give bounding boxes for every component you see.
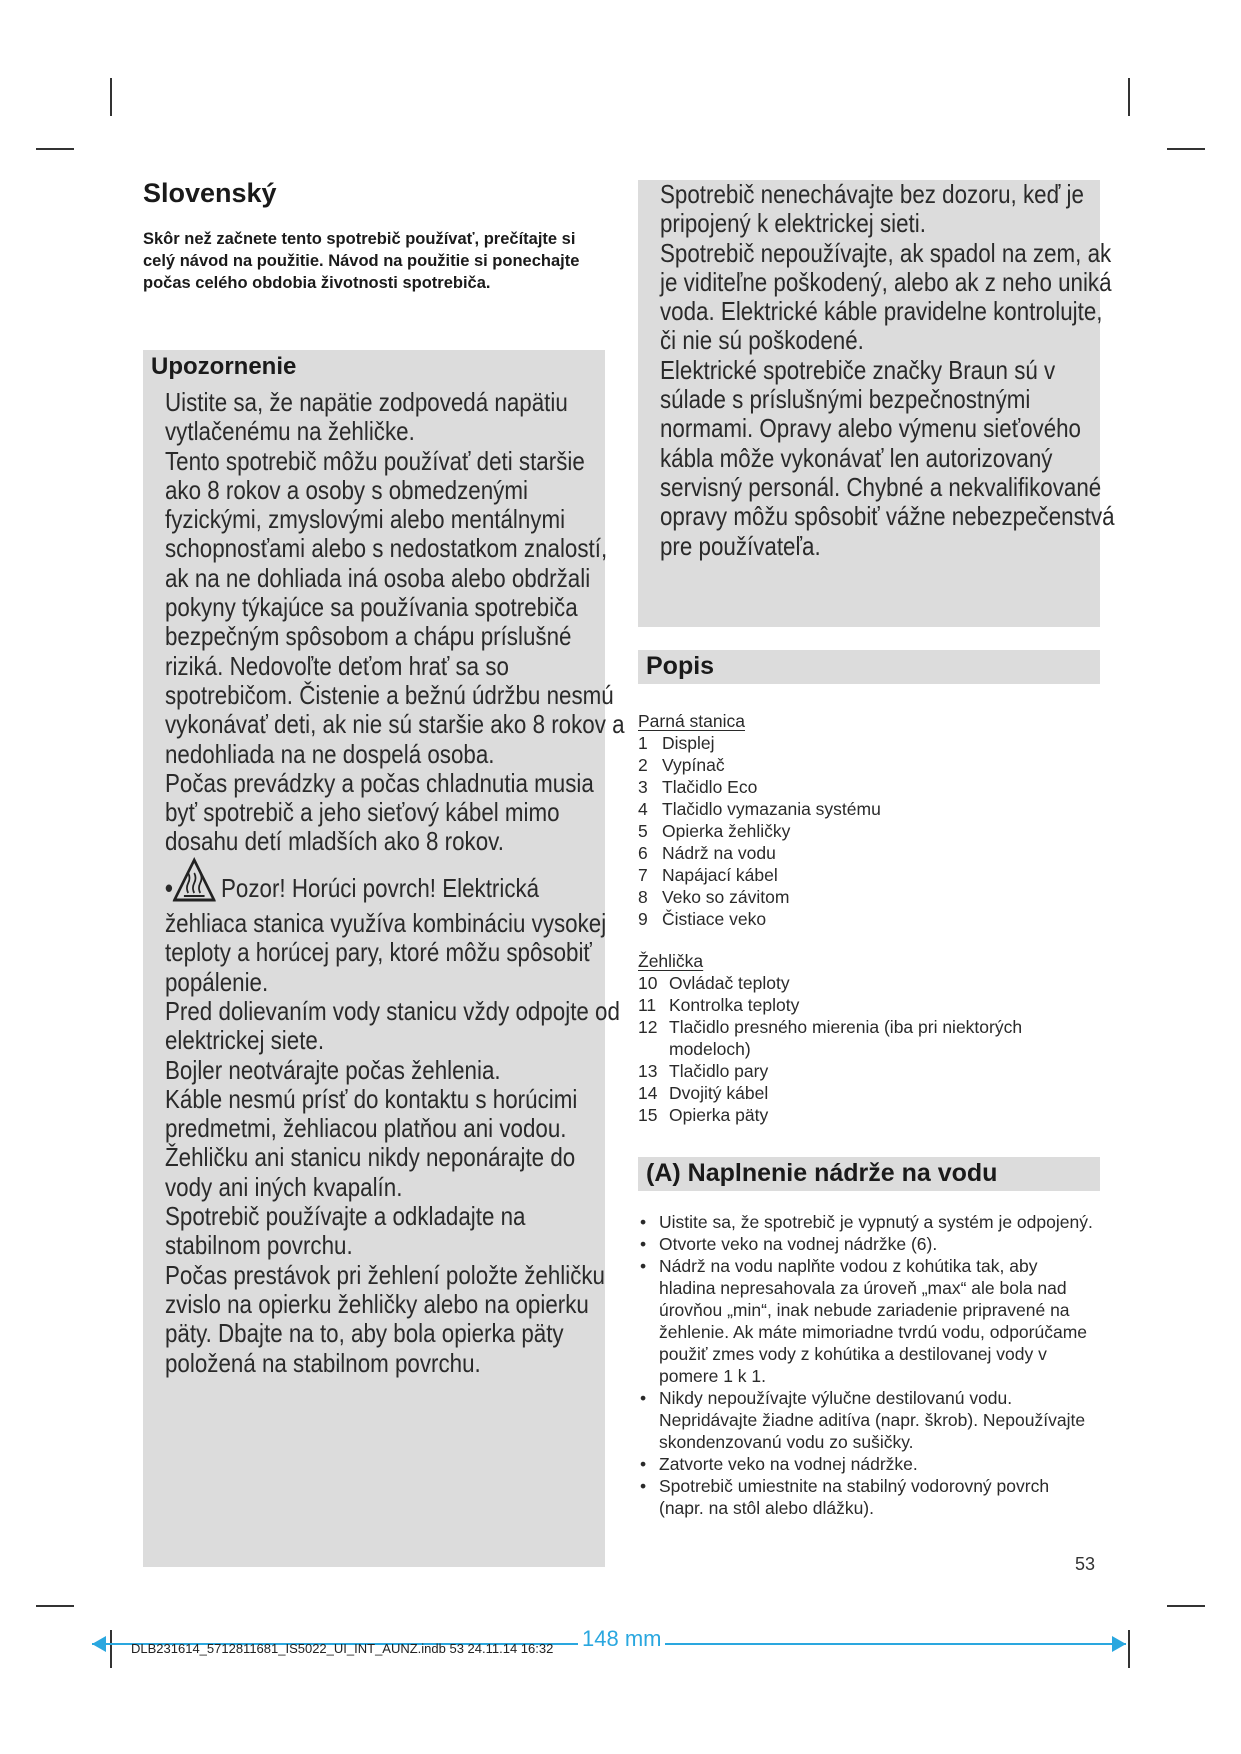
hot-surface-icon: [173, 857, 216, 909]
warning-panel: [143, 350, 625, 1567]
list-item: 8 Veko so závitom: [638, 887, 790, 907]
warning-item: Počas prestávok pri žehlení položte žehličku zvislo na opierku žehličky alebo na opierku päty. Dbajte na to, aby bola opierka päty položená na stabilnom povrchu.: [165, 1259, 605, 1378]
crop-mark: [110, 1630, 112, 1668]
warning-heading: Upozornenie: [151, 353, 297, 380]
iron-title: Žehlička: [638, 951, 704, 971]
warning-text: [165, 388, 626, 1378]
list-item: 2 Vypínač: [638, 755, 725, 775]
print-slug: DLB231614_5712811681_IS5022_UI_INT_AUNZ.indb 53 24.11.14 16:32: [131, 1641, 554, 1656]
safety-item: Spotrebič nenechávajte bez dozoru, keď je pripojený k elektrickej sieti.: [660, 179, 1084, 239]
station-parts: [638, 710, 881, 930]
description-heading-bar: [638, 650, 1100, 684]
crop-mark: [1128, 78, 1130, 116]
safety-panel: [638, 179, 1115, 627]
crop-mark: [1128, 1630, 1130, 1668]
bullet-icon: •: [165, 872, 173, 903]
ruler-label: 148 mm: [578, 1626, 665, 1652]
iron-parts: [638, 950, 1098, 1126]
list-item: 13 Tlačidlo pary: [638, 1061, 769, 1081]
safety-item: Elektrické spotrebiče značky Braun sú v súlade s príslušnými bezpečnostnými normami. Opravy alebo výmenu sieťového kábla môže vykonávať len autorizovaný servisný personál. Chybné a nekvalifikované opravy môžu spôsobiť vážne nebezpečenstvá pre používateľa.: [660, 354, 1115, 561]
warning-item: Uistite sa, že napätie zodpovedá napätiu vytlačenému na žehličke.: [165, 387, 568, 447]
crop-mark: [36, 1605, 74, 1607]
warning-item: Počas prevádzky a počas chladnutia musia byť spotrebič a jeho sieťový kábel mimo dosahu detí mladších ako 8 rokov.: [165, 767, 594, 857]
warning-item: Tento spotrebič môžu používať deti staršie ako 8 rokov a osoby s obmedzenými fyzickými, zmyslovými alebo mentálnymi schopnosťami alebo s nedostatkom znalostí, ak na ne dohliada iná osoba alebo obdržali pokyny týkajúce sa používania spotrebiča bezpečným spôsobom a chápu príslušné riziká. Nedovoľte deťom hrať sa so spotrebičom. Čistenie a bežnú údržbu nesmú vykonávať deti, ak nie sú staršie ako 8 rokov a nedohliada na ne dospelá osoba.: [165, 445, 625, 769]
list-item: 7 Napájací kábel: [638, 865, 778, 885]
filling-heading-bar: [638, 1157, 1100, 1191]
iron-parts-list: [638, 972, 1098, 1126]
list-item: 12 Tlačidlo presného mierenia (iba pri niektorých modeloch): [638, 1017, 1023, 1059]
list-item: 15 Opierka päty: [638, 1105, 769, 1125]
list-item: • Otvorte veko na vodnej nádržke (6).: [638, 1233, 1098, 1255]
safety-text: [660, 180, 1121, 561]
warning-item-hot-surface: [165, 857, 626, 997]
station-title: Parná stanica: [638, 711, 746, 731]
list-item: 3 Tlačidlo Eco: [638, 777, 758, 797]
warning-item: Bojler neotvárajte počas žehlenia.: [165, 1054, 501, 1085]
filling-list: [638, 1211, 1098, 1519]
page-title: Slovenský: [143, 178, 277, 208]
crop-mark: [1167, 1605, 1205, 1607]
list-item: • Uistite sa, že spotrebič je vypnutý a systém je odpojený.: [638, 1211, 1098, 1233]
list-item: 14 Dvojitý kábel: [638, 1083, 769, 1103]
list-item: 11 Kontrolka teploty: [638, 995, 800, 1015]
arrow-right-icon: [1112, 1636, 1126, 1652]
list-item: 6 Nádrž na vodu: [638, 843, 776, 863]
intro-text: Skôr než začnete tento spotrebič používať, prečítajte si celý návod na použitie. Návod na použitie si ponechajte počas celého obdobia životnosti spotrebiča.: [143, 230, 580, 292]
list-item: 9 Čistiace veko: [638, 909, 767, 929]
warning-item: Káble nesmú prísť do kontaktu s horúcimi predmetmi, žehliacou platňou ani vodou.: [165, 1083, 578, 1144]
list-item: • Nádrž na vodu naplňte vodou z kohútika tak, aby hladina nepresahovala za úroveň „max“ ale bola nad úrovňou „min“, inak nebude zariadenie pripravené na žehlenie. Ak máte mimoriadne tvrdú vodu, odporúčame použiť zmes vody z kohútika a destilovanej vody v pomere 1 k 1.: [638, 1255, 1098, 1387]
arrow-left-icon: [92, 1636, 106, 1652]
crop-mark: [110, 78, 112, 116]
list-item: 1 Displej: [638, 733, 715, 753]
warning-item: Žehličku ani stanicu nikdy neponárajte do vody ani iných kvapalín.: [165, 1142, 576, 1202]
list-item: 5 Opierka žehličky: [638, 821, 791, 841]
warning-item: Pred dolievaním vody stanicu vždy odpojte od elektrickej siete.: [165, 995, 620, 1056]
warning-item: Spotrebič používajte a odkladajte na stabilnom povrchu.: [165, 1201, 526, 1261]
page-number: 53: [1075, 1554, 1096, 1574]
station-parts-list: [638, 732, 881, 930]
warning-item: Pozor! Horúci povrch! Elektrická žehliaca stanica využíva kombináciu vysokej teploty a horúcej pary, ktoré môžu spôsobiť popálenie.: [165, 872, 607, 997]
list-item: 10 Ovládač teploty: [638, 973, 790, 993]
list-item: 4 Tlačidlo vymazania systému: [638, 799, 881, 819]
list-item: • Nikdy nepoužívajte výlučne destilovanú vodu. Nepridávajte žiadne aditíva (napr. škrob). Nepoužívajte skondenzovanú vodu zo sušičky.: [638, 1387, 1098, 1453]
list-item: • Zatvorte veko na vodnej nádržke.: [638, 1453, 1098, 1475]
crop-mark: [1167, 148, 1205, 150]
list-item: • Spotrebič umiestnite na stabilný vodorovný povrch (napr. na stôl alebo dlážku).: [638, 1475, 1098, 1519]
crop-mark: [36, 148, 74, 150]
safety-item: Spotrebič nepoužívajte, ak spadol na zem, ak je viditeľne poškodený, alebo ak z neho uniká voda. Elektrické káble pravidelne kontrolujte, či nie sú poškodené.: [660, 237, 1112, 356]
description-heading: Popis: [646, 652, 715, 680]
filling-heading: (A) Naplnenie nádrže na vodu: [646, 1159, 998, 1187]
